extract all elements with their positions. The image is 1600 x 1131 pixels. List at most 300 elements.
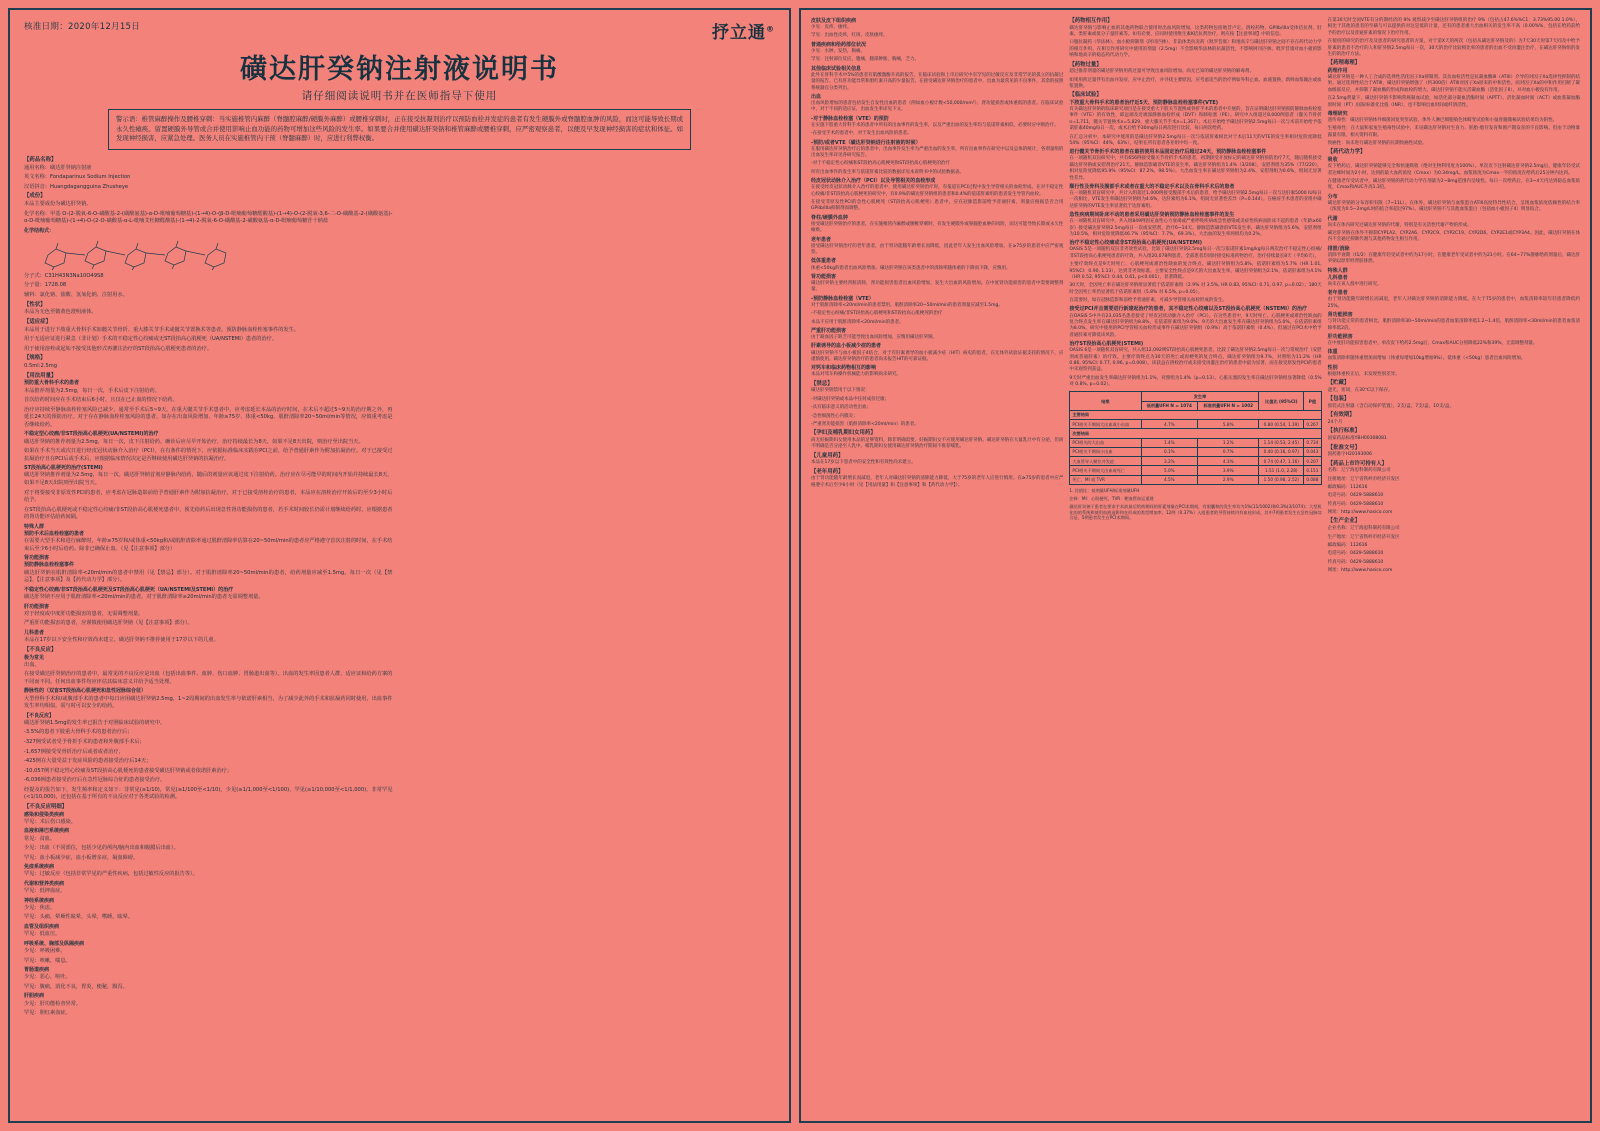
trial-row-label: PCI相关不期间小出血 — [1070, 447, 1141, 456]
right-left-column-body — [1069, 18, 1321, 388]
doc-section — [1328, 60, 1580, 109]
section-subheading: 不稳定性心绞痛/非ST段抬高心肌梗死及ST段抬高心肌梗死（UA/NSTEMI及STEMI）的治疗 — [24, 586, 234, 593]
trial-group-label: 主要结局 — [1070, 410, 1321, 419]
doc-section — [24, 302, 393, 317]
section-paragraph: 皮下给药后，磺达肝癸钠能够完全和快速吸收（绝对生物利用度为100%）。单次皮下注射磺达肝癸钠2.5mg后，健康年轻受试者达峰时间为2小时，达到的最大血药浓度（Cmax）为0.34mg/L。血浆浓度为Cmax一半的浓度在给药后25分钟内达到。 — [1327, 164, 1580, 176]
section-paragraph: 辅料：氯化钠、盐酸、氢氧化钠、注射用水。 — [24, 291, 128, 298]
section-paragraph: 罕见：出血性皮疹，红斑，皮肤瘙痒。 — [811, 33, 888, 39]
trial-table-row — [1070, 475, 1321, 484]
section-paragraph: 传真号码：0429-5888610 — [1327, 501, 1384, 507]
doc-section — [811, 18, 1063, 40]
right-sheet-col-3 — [1328, 18, 1580, 1113]
doc-section — [811, 237, 1063, 257]
trial-row-value: 3.2% — [1141, 457, 1198, 466]
doc-section — [811, 365, 1063, 378]
doc-section — [811, 66, 1063, 92]
section-paragraph: -具有临床意义的活动性出血； — [811, 405, 872, 411]
section-subheading: 肾功能损害 — [1327, 312, 1353, 319]
trial-row-label: PCI相关的大出血 — [1070, 438, 1141, 447]
doc-section — [24, 924, 393, 939]
section-paragraph: 此外在骨科手术中5%的患者有肌酸激酶升高的报告，在临床试验和上市后研究中有罕见的过敏反应及非常罕见的孤立的抗凝过量的报告。已有肝功能异常和胆红素升高的少量报告。在接受磺达肝癸钠治疗的患者中，出血为最常见的不良事件，其余的按照系统器官分类列出。 — [811, 72, 1064, 91]
trial-row-label: 大血管导入鞘位并发症 — [1070, 457, 1141, 466]
section-heading: 【生产企业】 — [1327, 518, 1361, 525]
section-subheading: 肾功能损害 — [811, 273, 837, 280]
trial-col-p: P值 — [1304, 392, 1322, 411]
section-subheading: 肾功能损害 — [24, 555, 50, 562]
trial-row-value: 0.74 (0.47, 1.16) — [1259, 457, 1304, 466]
doc-section — [1328, 396, 1580, 410]
section-paragraph: 治疗应持续至静脉血栓栓塞风险已减少，通常至手术后5~9天。在重大髋关节手术患者中，应考虑延长本品的治疗时间，在术后不超过5~9天的治疗期之外，再延长24天的预防治疗。对于存在静脉血栓栓塞风险的患者，如存在出血风险增加、年龄≥75岁、体重<50kg、肌酐清除率20~50ml/min等情况，应慎重考虑是否继续给药。 — [24, 406, 393, 428]
section-paragraph: 接受磺达肝癸钠治疗的老年患者，由于肾功能随年龄增长而降低，因此老年人发生出血风险增加。在≥75岁的患者中应严密观察。 — [811, 243, 1064, 256]
section-paragraph: 罕见：胆红素血症。 — [24, 1010, 71, 1017]
section-paragraph: 在第30天时全国VTE有分的期经济的 9% 观察减少至磺达肝癸钠组的治疗 9%（包括占47.6%%C1：3.73%95.00 1.0%），相比于其他的患者的至磺与可以提供的对这是低的计量，还有的患者重大出血相关的发生率不高（0.00%%，包括在给药前给予的治疗以及普通肝素的情况下治疗作用。 — [1327, 18, 1580, 36]
section-subheading: 对钙车和临床药物相互的影响 — [811, 365, 877, 372]
section-paragraph: 磺达肝癸钠推荐剂量为2.5mg，每日一次。磺达肝癸钠首剂应静脉内给药，随后的剂量应该通过皮下注射给药。治疗应在尽可能早的时间内开始并持续最长8天，如果不足8天出院则至出院当天。 — [24, 472, 393, 487]
trial-table-row — [1070, 457, 1321, 466]
trial-col-or: 比值比 (95%CI) — [1259, 392, 1304, 411]
section-paragraph: 少见：皮疹，瘙痒。 — [811, 25, 852, 31]
section-subheading: 预防手术后血栓栓塞的患者 — [24, 530, 85, 537]
doc-section — [1069, 149, 1321, 182]
section-heading: 【成份】 — [24, 193, 46, 200]
section-paragraph: -对于不稳定性心绞痛和ST段抬高心肌梗死和ST段抬高心肌梗死的治疗 — [811, 161, 950, 167]
doc-section — [24, 555, 393, 585]
doc-section — [24, 898, 393, 922]
doc-section — [1328, 268, 1580, 289]
section-paragraph: 企业名称：辽宁海思科制药有限公司 — [1327, 526, 1400, 532]
section-paragraph: 罕见：低钾血症。 — [24, 888, 66, 895]
doc-section — [24, 524, 393, 554]
trial-table-group-row — [1070, 429, 1321, 438]
doc-section — [24, 713, 393, 802]
section-paragraph: 少见：恶心，呕吐。 — [24, 974, 71, 981]
trial-row-value: 3.9% — [1198, 466, 1259, 475]
section-subheading: 血管及组织疾病 — [24, 924, 60, 931]
trial-row-value: 2.9% — [1198, 475, 1259, 484]
section-paragraph: -10,057例不稳定性心绞痛及ST段抬高心肌梗死的患者接受磺达肝癸钠或者依诺肝素治疗； — [24, 767, 233, 774]
doc-section — [1328, 216, 1580, 244]
trial-row-value: 0.80 (0.54, 1.19) — [1259, 420, 1304, 429]
leaflet-left-sheet — [8, 8, 791, 1123]
doc-section — [811, 328, 1063, 341]
section-paragraph: 接受磺达肝癸钠治疗的患者，在实施椎管内麻醉或腰椎穿刺时，有发生硬膜外或脊髓腔血肿的风险，而这可能导致长期或永久性瘫痪。 — [811, 221, 1064, 234]
section-subheading: 感染和侵染类疾病 — [24, 811, 65, 818]
section-paragraph: 本品用于进行下肢重大骨科手术如髋关节骨折、重大膝关节手术或髋关节置换术等患者，预防静脉血栓栓塞事件的发生。 — [24, 326, 299, 333]
section-paragraph: 用于无适应证进行紧急（非计划）手术的不稳定性心绞痛或无ST段抬高心肌梗死（UA/NSTEMI）患者的治疗。 — [24, 336, 278, 343]
section-paragraph: 国家药品标准YBH00308081 — [1327, 436, 1387, 442]
trial-row-value: 0.1% — [1141, 447, 1198, 456]
section-subheading: 肝素诱导的血小板减少症的患者 — [811, 343, 882, 350]
section-paragraph: 主要疗效终点是9天时死亡、心肌梗死或难治性缺血的复合终点。磺达肝癸钠组为5.8%，依诺肝素组为5.7%（HR 1.01, 95%CI：0.90, 1.13），达到非劣效标准。主要安全性终点是9天的大出血发生率，磺达肝癸钠组为2.1%，依诺肝素组为4.1%（HR 0.52, 95%CI: 0.44, 0.61, p<0.001），显著降低。 — [1069, 262, 1322, 280]
trial-row-value: 0.043 — [1304, 447, 1322, 456]
section-subheading: 肝功能损害 — [24, 603, 50, 610]
doc-section — [1328, 445, 1580, 459]
section-paragraph: -3.5%的患者下肢重大骨科手术的患者治疗后； — [24, 729, 133, 736]
doc-section — [811, 274, 1063, 294]
section-paragraph: 传真号码：0429-5888610 — [1327, 559, 1384, 565]
right-right-column-body — [1328, 18, 1580, 574]
section-paragraph: 罕见：血小板减少症，血小板增多症，凝血障碍。 — [24, 854, 139, 861]
section-paragraph: 如果用药过量伴有出血并发症，应中止治疗，并寻找主要原因，应考虑适当的治疗例如外科止血、血液置换、新鲜血浆输注或血浆置换。 — [1069, 77, 1322, 89]
doc-section — [24, 355, 393, 370]
section-paragraph: 磺达肝癸钠在体外不抑制CYP1A2、CYP2A6、CYP2C9、CYP2C19、CYP2D6、CYP2E1或CYP3A4。因此，磺达肝癸钠在体内不会通过抑制代谢与其他药物发生相互作用。 — [1327, 231, 1580, 243]
section-subheading: 胃肠道疾病 — [24, 967, 50, 974]
section-paragraph: 磺达肝癸钠1.5mg的发生率已报告于对照临床试验的研究中。 — [24, 719, 166, 726]
section-paragraph: 少见：肝功能检查异常。 — [24, 1000, 82, 1007]
section-paragraph: 在ST段抬高心肌梗死或不稳定性心绞痛/非ST段抬高心肌梗死患者中，预先给药后出现急性肾功能损伤的患者，若手术时间较长仍需计划继续给药时，应根据患者的肾功能评估给药间隔。 — [24, 506, 393, 521]
section-paragraph: 本品在17岁以下患者中的安全性和有效性尚未建立。 — [811, 460, 916, 466]
trial-row-value: 0.40 (0.16, 0.97) — [1259, 447, 1304, 456]
trial-row-label: PCI相关不期间大出血或小出血 — [1070, 420, 1141, 429]
section-paragraph: -327例受试者受予骨折手术的患者和外腹部手术后； — [24, 738, 145, 745]
section-paragraph: 英文名称：Fondaparinux Sodium Injection — [24, 174, 131, 181]
section-paragraph: 罕见：低血压。 — [24, 931, 61, 938]
section-paragraph: 尚未在该人群中进行研究。 — [1327, 281, 1382, 287]
doc-section — [1069, 341, 1321, 388]
doc-section — [24, 604, 393, 628]
doc-section — [811, 453, 1063, 467]
section-heading: 【药代动力学】 — [1327, 149, 1366, 156]
doc-section — [1328, 290, 1580, 310]
section-paragraph: 由于凝血因子缺乏可能导致出血风险增加，应慎用磺达肝癸钠。 — [811, 335, 938, 341]
section-paragraph: OASIS 5是一项随机双盲非劣效性试验，比较了磺达肝癸钠2.5mg每日一次与依诺肝素1mg/kg每日两次治疗不稳定性心绞痛/非ST段抬高心肌梗死患者的疗效，共入组20,078例患者。全部患者均同时接受标准药物治疗，治疗持续最长8天（平均6天）。 — [1069, 247, 1322, 259]
doc-section — [1069, 18, 1321, 60]
doc-section — [811, 116, 1063, 138]
doc-section — [811, 381, 1063, 429]
doc-section — [1069, 92, 1321, 147]
section-paragraph: 超过推荐剂量的磺达肝癸钠用药过量可导致出血风险增加。尚无已知的磺达肝癸钠的解毒剂。 — [1069, 69, 1254, 75]
doc-section — [1069, 306, 1321, 339]
section-paragraph: 在汇总分析中，本研究中使用的是磺达肝癸钠2.5mg每日一次与依诺肝素相比对于术后11天的VTE的发生率相对危险度降低54%（95%CI：44%，63%），结果在所有患者各亚组中均一致。 — [1069, 134, 1322, 146]
trial-table-row — [1070, 438, 1321, 447]
section-subheading: 预防静脉血栓栓塞事件 — [24, 562, 75, 569]
doc-section — [1069, 184, 1321, 210]
doc-section — [24, 647, 393, 687]
section-paragraph: 在使用的研究的治疗及及患者的研究患者的方案，对于第X天的两次（包括从磺达肝癸钠及的）为7天30天时第7天同及中给予肝素的患者不治疗的人和肝癸钠2.5mg每日一次，30天的治疗比较相比率的患者的出血不受再灌注治疗，在磺达肝癸钠组的发生的的治疗方法。 — [1327, 39, 1580, 57]
section-paragraph: 在接受非原发性PCI的急性心肌梗死（ST段抬高心肌梗死）患者中，应在冠脉造影前给予普通肝素，剂量应根据是否合用GPIIb/IIIa抑制剂而调整。 — [811, 200, 1064, 212]
section-subheading: -预防静脉血栓栓塞（VTE） — [811, 295, 874, 302]
doc-section — [811, 343, 1063, 363]
section-paragraph: 尚未在体内研究过磺达肝癸钠的代谢，特别是有关活性代谢产物的形成。 — [1327, 222, 1472, 228]
section-heading: 【适应症】 — [24, 318, 51, 325]
section-subheading: 静脉性的（双盲ST段抬高心肌梗死和急性冠脉综合征） — [24, 688, 147, 695]
section-paragraph: 罕见：注射部位反应，腹痛，腿部肿胀，胸痛，乏力。 — [811, 57, 920, 63]
trial-table-header-row-1 — [1070, 392, 1321, 401]
section-paragraph: 少见：水肿，发热，胸痛。 — [811, 48, 866, 54]
section-paragraph: 致癌性：尚未进行磺达肝癸钠的长期致癌性试验。 — [1327, 141, 1427, 147]
section-paragraph: 血浆清除率随体重增加而增加（体重每增加10kg增加9%）。低体重（<50kg）患者出血风险增加。 — [1327, 356, 1526, 362]
section-subheading: 性别 — [1327, 364, 1338, 371]
section-subheading: 神经系统疾病 — [24, 897, 55, 904]
trial-footnote: 磺达肝癸钠于患者在要求手术前最后给药期间的肝素剂量在PCI术期间，有胆囊和的发生率均为1%(11/1002)和0.3%(3/1074)；大型机化的的系统和使用血液造影和在形成的类型增加率，12例（0.37%）入组患者的导管持续内有血栓形成，其中7例患者发生在急性冠脉综合征，5例患者发生在PCI术期间。 — [1069, 503, 1322, 521]
section-heading: 【临床试验】 — [1069, 92, 1102, 99]
section-heading: 【药理毒理】 — [1327, 60, 1361, 67]
leaflet-header — [24, 20, 775, 43]
section-paragraph: 分子量：1728.08 — [24, 282, 67, 289]
section-heading: 【包装】 — [1327, 396, 1350, 403]
section-subheading: -预防/或者VTE（磺达肝癸钠进行注射液的时候） — [811, 139, 921, 146]
doc-section — [1069, 212, 1321, 238]
section-paragraph: 罕见：头痛，晕厥性眩晕，头晕，嗜睡，眩晕。 — [24, 914, 133, 921]
trial-table-body — [1070, 410, 1321, 484]
doc-section — [1069, 62, 1321, 91]
doc-section — [1328, 428, 1580, 442]
doc-section — [24, 228, 393, 271]
section-paragraph: 预装式注射器（含自动保护装置），2支/盒、7支/盒、10支/盒。 — [1327, 404, 1454, 410]
doc-section — [811, 140, 1063, 177]
doc-section — [811, 215, 1063, 235]
section-paragraph: 在实施下肢重大骨科手术的患者中所有的出血事件的发生率，以及严重出血的发生率均与依诺肝素相似，必要时应中断治疗。 — [811, 122, 1059, 128]
doc-section — [24, 881, 393, 896]
section-paragraph: 少见：焦虑。 — [24, 904, 56, 911]
section-subheading: 老年患者 — [1327, 290, 1348, 297]
section-subheading: 排泄/消除 — [1327, 245, 1350, 252]
trial-row-value: 0.088 — [1304, 475, 1322, 484]
doc-section — [811, 94, 1063, 114]
section-paragraph: 邮政编码：112616 — [1327, 484, 1368, 490]
trial-footnote: 注释：MI：心肌梗死，TVR：靶血管血运重建 — [1069, 495, 1154, 501]
section-paragraph: 通用名称：磺达肝癸钠注射液 — [24, 164, 92, 171]
section-paragraph: 遮光，密闭，在30℃以下保存。 — [1327, 387, 1393, 393]
section-subheading: 药理作用 — [1327, 67, 1348, 74]
doc-section — [1328, 111, 1580, 148]
section-heading: 【药品上市许可持有人】 — [1327, 460, 1387, 467]
section-paragraph: 对于将要接受非原发性PCI的患者，应考虑在冠脉造影前给予普通肝素作为附加抗凝治疗。对于已接受溶栓治疗的患者，本品应在溶栓治疗开始后的至少3小时后给予。 — [24, 489, 393, 504]
doc-section — [811, 42, 1063, 64]
doc-section — [1328, 194, 1580, 214]
doc-section — [1328, 18, 1580, 58]
trial-row-value: 1.51 (1.0, 2.28) — [1259, 466, 1304, 475]
section-paragraph: 有关磺达肝癸钠的临床研究项目是在接受重大下肢关节置换或骨折手术的患者中开展的，旨在证明磺达肝癸钠预防静脉血栓栓塞事件（VTE）的有效性，即远端及近端深静脉血栓形成（DVT）和肺栓塞（PE）。研究中入组超过8,000例患者（髋关节骨折n=1,711，髋关节置换术n=5,829，重大膝关节手术n=1,367）。术后开始给予磺达肝癸钠2.5mg每日一次与术前开始给予依诺肝素40mg每日一次，或术后给予30mg每日两次进行比较，每日两次给药。 — [1069, 107, 1322, 132]
middle-column-body — [811, 18, 1063, 489]
doc-section — [1328, 518, 1580, 574]
section-paragraph: 罕见：术后伤口感染。 — [24, 818, 76, 825]
page-subtitle: 请仔细阅读说明书并在医师指导下使用 — [301, 90, 498, 102]
trial-footnote: 1. 比值比：低剂量UFH/标准剂量UFH — [1069, 487, 1140, 493]
trial-row-value: 5.0% — [1141, 466, 1198, 475]
trial-row-value: 0.734 — [1304, 438, 1322, 447]
right-sheet-col-1 — [811, 18, 1063, 1113]
doc-section — [24, 587, 393, 602]
trial-row-value: 0.207 — [1304, 457, 1322, 466]
doc-section — [811, 258, 1063, 271]
section-subheading: 代谢 — [1327, 215, 1338, 222]
section-subheading: 血液和淋巴系统疾病 — [24, 828, 70, 835]
page-title: 磺达肝癸钠注射液说明书 — [240, 54, 559, 85]
doc-section — [1328, 312, 1580, 332]
section-heading: 【不良反应】 — [24, 646, 57, 653]
section-paragraph: 罕见：咳嗽，喘息。 — [24, 957, 71, 964]
trial-table-group-row — [1070, 410, 1321, 419]
doc-section — [24, 630, 393, 645]
doc-section — [24, 688, 393, 710]
section-heading: 【不良反应明细】 — [24, 803, 68, 810]
section-paragraph: 经提及的报告如下，发生频率和定义如下：非常见(≥1/10)，常见(≥1/100至<1/10)，少见(≥1/1,000至<1/100)，罕见(≥1/10,000至<1/1,000)，非常罕见(<1/10,000)，还包括在基于所有的不良反应对于各类试验的检测。 — [24, 786, 393, 801]
doc-section — [24, 828, 393, 862]
section-heading: 【禁忌】 — [811, 380, 833, 387]
section-subheading: 儿科患者 — [1327, 274, 1348, 281]
section-subheading: 其他临床试验相关信息 — [811, 65, 862, 72]
section-heading: 【药物相互作用】 — [1069, 18, 1113, 24]
trial-row-value: 5.8% — [1198, 420, 1259, 429]
section-paragraph: -不稳定性心绞痛/非ST段抬高心肌梗死和ST段抬高心肌梗死的治疗 — [811, 311, 943, 317]
trial-col-low-ufh: 低剂量UFH N = 1074 — [1141, 401, 1198, 410]
trial-row-value: 4.7% — [1141, 420, 1198, 429]
section-paragraph: 在2.5mg剂量下，磺达肝癸钠不影响常规凝血试验，如活化部分凝血活酶时间（APTT）、活化凝血时间（ACT）或血浆凝血酶原时间（PT）/国际标准化比值（INR），也不影响出血时间或纤溶活性。 — [1327, 96, 1580, 108]
section-paragraph: 在一项随机双盲研究中，共入组849例因充血性心力衰竭或严重呼吸疾病或急性感染或炎症性疾病而卧床不起的患者（年龄≥60岁）接受磺达肝癸钠2.5mg每日一次或安慰剂，治疗6~14天。静脉造影确诊的VTE发生率，磺达肝癸钠组为5.6%，安慰剂组为10.5%，相对危险度降低46.7%（95%CI：7.7%，69.3%）。大出血的发生率两组均为0.2%。 — [1069, 219, 1322, 238]
section-subheading: -对于静脉血栓栓塞（VTE）的预防 — [811, 115, 889, 122]
section-heading: 【性状】 — [24, 301, 46, 308]
section-paragraph: -对磺达肝癸钠或本品中任何成份过敏； — [811, 396, 890, 402]
section-paragraph: -急性细菌性心内膜炎； — [811, 413, 858, 419]
section-subheading: 下肢重大骨科手术的患者治疗近5天、预防静脉血栓栓塞事件(VTE) — [1069, 100, 1219, 107]
section-paragraph: OASIS 6是一项随机双盲研究，共入组12,092例ST段抬高心肌梗死患者，比较了磺达肝癸钠2.5mg每日一次与常规治疗（安慰剂或普通肝素）的疗效。主要疗效终点为30天的死亡或再梗死的复合终点，磺达肝癸钠组为9.7%，对照组为11.2%（HR 0.86, 95%CI: 0.77, 0.96, p=0.008）。该获益在溶栓治疗或未接受再灌注治疗的患者中最为显著，而在接受原发性PCI的患者中未观察到获益。 — [1069, 348, 1322, 373]
section-subheading: 进行髋关节骨折手术的患者在最初使用本品固定治疗后超过24天，预防静脉血栓栓塞事件 — [1069, 149, 1267, 156]
section-paragraph: 本品主要成份为磺达肝癸钠。 — [24, 201, 92, 208]
doc-section — [811, 469, 1063, 489]
section-paragraph: 遗传毒性：磺达肝癸钠体外细菌回复突变试验、体外人淋巴细胞染色体畸变试验和小鼠骨髓微核试验结果均为阴性。 — [1327, 117, 1558, 123]
section-paragraph: 磺达肝癸钠在肌酐清除率<20ml/min的患者中禁用（见【禁忌】部分）。对于肌酐清除率20~50ml/min的患者，给药剂量应减至1.5mg，每日一次（见【禁忌】、【注意事项】及【药代动力学】部分）。 — [24, 569, 393, 584]
trial-row-value: 1.4% — [1141, 438, 1198, 447]
trial-table-row — [1070, 420, 1321, 429]
section-paragraph: 磺达肝癸钠主要经肾脏清除，肾功能损害患者出血风险增加，发生大出血的风险增加。在中度肾功能损害的患者中需要调整剂量。 — [811, 281, 1064, 293]
section-heading: 【批准文号】 — [1327, 444, 1361, 451]
section-subheading: 分布 — [1327, 193, 1338, 200]
section-paragraph: 少见：呼吸困难。 — [24, 948, 66, 955]
section-paragraph: 由于肾功能随年龄增长而减退，老年人对磺达肝癸钠的清除能力降低，大于75岁的老年人应进行慎用。在≥75岁的患者中应严格遵守术后至少6小时（见【用法用量】和【注意事项】和【药代动力学】）。 — [811, 476, 1064, 488]
doc-section — [24, 864, 393, 879]
doc-section — [811, 430, 1063, 450]
section-heading: 【规格】 — [24, 355, 46, 362]
section-paragraph: 由于肾功能随年龄增长而减退，老年人对磺达肝癸钠的消除能力降低。在大于75岁的患者中，血浆清除率较年轻患者降低约25%。 — [1327, 297, 1580, 309]
doc-section — [24, 967, 393, 991]
trial-row-value: 0.151 — [1304, 466, 1322, 475]
section-subheading: 肝功能损害 — [1327, 333, 1353, 340]
section-paragraph: 罕见：过敏反应（包括非常罕见的严重性疾病，包括过敏性反应的报告等）。 — [24, 871, 198, 878]
section-subheading: 体重 — [1327, 349, 1338, 356]
clinical-trial-table — [1069, 391, 1321, 485]
section-paragraph: 在健康老年受试者中，磺达肝癸钠的药代动力学在剂量为2~8mg范围内呈线性。每日一次给药后，在3~4天内达到稳态血浆浓度，Cmax和AUC升高1.3倍。 — [1327, 179, 1580, 191]
section-heading: 【儿童用药】 — [811, 452, 844, 459]
brand-label: 抒立通 — [712, 23, 767, 43]
section-paragraph: 首次给药时间应在手术结束后6小时，且仅在已止血的情况下给药。 — [24, 397, 178, 404]
section-paragraph: 体重<50kg的患者出血风险增加。磺达肝癸钠在该类患者中的清除率随体重的下降而下降，应慎用。 — [811, 265, 1011, 271]
section-paragraph: 磺达肝癸钠禁用于以下情况： — [811, 388, 870, 394]
doc-section — [1328, 149, 1580, 191]
section-heading: 【药品名称】 — [24, 156, 57, 163]
doc-section — [1069, 240, 1321, 304]
section-subheading: 脊柱/硬膜外血肿 — [811, 214, 848, 221]
doc-section — [24, 941, 393, 965]
section-paragraph: 汉语拼音：Huangdagangguina Zhusheye — [24, 183, 129, 190]
section-subheading: 预防重大骨科手术的患者 — [24, 380, 80, 387]
section-paragraph: 磺达肝癸钠不应用于肌酐清除率<20ml/min的患者，对于肌酐清除率≥20ml/min的患者无需调整剂量。 — [24, 594, 264, 601]
doc-section — [811, 178, 1063, 213]
section-heading: 【用法用量】 — [24, 372, 57, 379]
trial-row-value: 0.267 — [1304, 420, 1322, 429]
section-paragraph: 国药准字H20193006 — [1327, 452, 1372, 458]
section-paragraph: 名称：辽宁海思科制药有限公司 — [1327, 468, 1391, 474]
section-paragraph: 30天时，全因死亡率在磺达肝癸钠组显著低于依诺肝素组（2.9% 对 3.5%, HR 0.83, 95%CI: 0.71, 0.97, p=0.02）；180天时全因死亡率仍显著低于依诺肝素组（5.8% 对 6.5%, p=0.05）。 — [1069, 283, 1322, 295]
section-paragraph: -6,036例患者接受治疗后在急性冠脉综合征的患者接受治疗。 — [24, 777, 166, 784]
section-paragraph: 本品对驾车和操作机械能力的影响尚未研究。 — [811, 372, 902, 378]
section-paragraph: 消除半衰期（t1/2）在健康年轻受试者中约为17小时，在健康老年受试者中约为21小时。在64~77%静脉给药剂量后，磺达肝癸钠以原形经肾脏排泄。 — [1327, 252, 1580, 265]
section-subheading: 皮肤及皮下组织疾病 — [811, 18, 857, 24]
structure-formula-label: 化学结构式： — [24, 227, 55, 234]
section-paragraph: 24个月 — [1327, 420, 1343, 426]
section-heading: 【执行标准】 — [1327, 428, 1361, 435]
section-subheading: 不稳定型心绞痛/非ST段抬高心肌梗死(UA/NSTEMI)的治疗 — [24, 431, 159, 438]
doc-section — [1328, 461, 1580, 517]
section-subheading: 顺行性及骨科及腹部手术或者在重大的不稳定手术以及在骨科手术后的患者 — [1069, 183, 1235, 190]
section-paragraph: 本品为无色至微黄色澄明液体。 — [24, 309, 97, 316]
trial-row-value: 0.7% — [1198, 447, 1259, 456]
approval-date: 核准日期：2020年12月15日 — [24, 22, 141, 32]
section-paragraph: 如果在手术当天或次日进行经皮冠状动脉介入治疗（PCI），在有条件的情况下，应依据标准临床实践在PCI之前，给予普通肝素作为附加抗凝治疗。对于已接受过抗凝治疗且在PCI后或手术后，应根据临床情况决定是否继续使用磺达肝癸钠的抗凝治疗。 — [24, 448, 393, 462]
section-paragraph: 0.5ml:2.5mg — [24, 363, 58, 370]
section-heading: 【药物过量】 — [1069, 61, 1102, 68]
section-subheading: 极为常见 — [24, 654, 45, 661]
section-paragraph: 在需要大型手术和进行麻醉时，年龄≥75岁和/或体重<50kg和/或肌酐清除率通过肌酐清除率估算在20~50ml/min的患者应严格遵守首次注射的时间，在手术结束后至少6小时后给药。除非已确保止血。（见【注意事项】部分） — [24, 538, 393, 552]
trial-col-outcome: 结果 — [1070, 392, 1141, 411]
section-paragraph: 严重肝功能损害的患者，应谨慎使用磺达肝癸钠（见【注意事项】部分）。 — [24, 620, 193, 627]
doc-section — [24, 157, 393, 191]
section-paragraph: 出血。 — [24, 661, 40, 668]
section-subheading: ST段抬高心肌梗死的治疗(STEMI) — [24, 465, 103, 472]
section-paragraph: 口服抗凝药（华法林）、血小板抑制剂（阿司匹林）、非甾体类抗炎药（吡罗昔康）和地高辛与磺达肝癸钠之间不存在药代动力学的相互作用。在相互作用研究中使用的剂量（2.5mg）不会影响华法林的抗凝活性，不影响阿司匹林、吡罗昔康对血小板的影响和地高辛的稳态药代动力学。 — [1069, 40, 1322, 59]
section-paragraph: 本品推荐剂量为2.5mg，每日一次，手术后皮下注射给药。 — [24, 387, 160, 394]
doc-section — [811, 296, 1063, 326]
trial-col-std-ufh: 标准剂量UFH N = 1002 — [1198, 401, 1259, 410]
section-subheading: 普通疾病和给药部位状况 — [811, 41, 867, 48]
section-subheading: 治疗ST段抬高心肌梗死(STEMI) — [1069, 341, 1144, 348]
section-subheading: 【不良反应】 — [24, 712, 55, 719]
section-heading: 【老年用药】 — [811, 468, 844, 475]
section-paragraph: 对于肌酐清除率<20ml/min的患者禁用，肌酐清除率20~50ml/min的患者剂量应减至1.5mg。 — [811, 302, 1003, 308]
doc-section — [1328, 334, 1580, 347]
section-subheading: 特殊人群 — [1327, 267, 1348, 274]
chemical-structure-diagram — [30, 237, 393, 271]
section-paragraph: 所有出血事件的发生率与依诺肝素比较的数据详见本说明书中的试验数据表。 — [811, 169, 965, 175]
trial-row-label: 死亡、MI 或 TVR — [1070, 475, 1141, 484]
registered-mark: ® — [766, 24, 776, 34]
leaflet-right-sheet — [799, 8, 1592, 1123]
trial-table-row — [1070, 447, 1321, 456]
section-subheading: 经皮冠状动脉介入治疗（PCI）以及导管相关的血栓形成 — [811, 178, 936, 185]
doc-section — [24, 431, 393, 463]
trial-row-value: 1.50 (0.98, 2.52) — [1259, 475, 1304, 484]
section-paragraph: 尚无妊娠期妇女使用本品的足够资料，除非明确需要，妊娠期妇女不应使用磺达肝癸钠。磺达肝癸钠在大鼠乳汁中有分泌，但尚不明确是否分泌至人乳中。哺乳期妇女使用磺达肝癸钠治疗期间不推荐哺乳。 — [811, 438, 1064, 450]
trial-row-value: 1.2% — [1198, 438, 1259, 447]
section-paragraph: 生殖毒性：在大鼠和家兔生殖毒性试验中，未见磺达肝癸钠对生育力、胚胎-胎仔发育和围产期发育的不良影响。但由于动物暴露量有限，相关资料有限。 — [1327, 126, 1580, 138]
section-subheading: 代谢和营养类疾病 — [24, 880, 65, 887]
left-column-body — [24, 157, 775, 1062]
trial-row-label: PCI相关不期间大出血或死亡 — [1070, 466, 1141, 475]
section-subheading: 儿科患者 — [24, 629, 45, 636]
section-subheading: 肝胆疾病 — [24, 993, 45, 1000]
section-paragraph: 电话号码：0429-5888610 — [1327, 493, 1384, 499]
section-paragraph: 在接受经皮冠状动脉介入治疗的患者中，使用磺达肝癸钠治疗时，有报道在PCI过程中发生导管相关的血栓形成。在对不稳定性心绞痛/非ST段抬高心肌梗死的研究中，有0.9%的磺达肝癸钠组的患者和0.4%的依诺肝素组的患者发生导管内血栓。 — [811, 185, 1064, 197]
section-paragraph: 在OASIS 5中共有23,035名患者接受了经皮冠状动脉介入治疗（PCI）。在这些患者中，9天时死亡、心肌梗死或难治性缺血的复合终点发生率在磺达肝癸钠组为8.8%，在依诺肝素组为9.0%；9天的大出血发生率在磺达肝癸钠组为5.0%，在依诺肝素组为8.0%。研究中使用的PCI导管相关血栓形成事件在磺达肝癸钠组（0.9%）高于依诺肝素组（0.4%），但通过在PCI术中给予普通肝素可降低该风险。 — [1069, 313, 1322, 338]
trial-table-head — [1070, 392, 1321, 411]
section-heading: 【贮藏】 — [1327, 380, 1350, 387]
section-paragraph: -严重肾功能损害（肌酐清除率<20ml/min）的患者。 — [811, 421, 919, 427]
trial-row-value: 4.5% — [1141, 475, 1198, 484]
section-subheading: 低体重患者 — [811, 258, 837, 265]
section-subheading: 吸收 — [1327, 157, 1338, 164]
doc-section — [1328, 412, 1580, 426]
section-paragraph: 注册地址：辽宁省铁岭市经济开发区 — [1327, 476, 1400, 482]
